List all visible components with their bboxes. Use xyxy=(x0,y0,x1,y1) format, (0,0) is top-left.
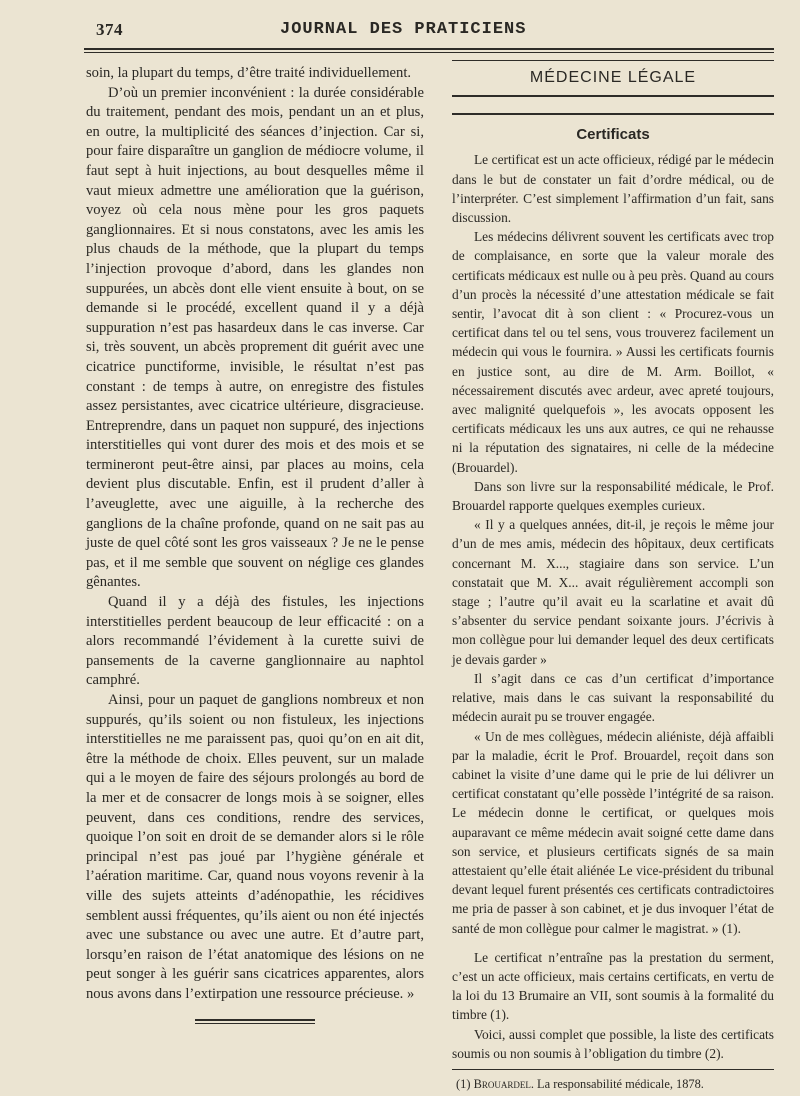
running-head: JOURNAL DES PRATICIENS xyxy=(280,20,527,39)
right-column xyxy=(452,62,774,1092)
paragraph: « Il y a quelques années, dit-il, je reçois le même jour d’un de mes amis, médecin des hôpitaux, deux certificats concernant M. X..., stagiaire dans son service. L’un constatait que M. X... avait régulièrement accompli son stage ; l’autre qu’il avait eu la scarlatine et avait dû s’absenter du service pendant soixante jours. J’écrivis à mon collègue pour lui demander lequel des deux certificats je devais garder » xyxy=(452,517,774,667)
paragraph: Ainsi, pour un paquet de ganglions nombreux et non suppurés, qu’ils soient ou non fistuleux, les injections interstitielles ne me paraissent pas, quoi qu’on en ait dit, être la méthode de choix. Elles peuvent, sur un malade qui a le moyen de faire des séjours prolongés au bord de la mer et de consacrer de longs mois à se soigner, elles peuvent, dans ces conditions, rendre des services, quoique l’on soit en droit de se demander alors si le rôle principal n’est pas joué par l’hygiène générale et l’aération maritime. Car, quand nous voyons revenir à la ville des sujets atteints d’adénopathie, les récidives semblent aussi fréquentes, qu’ils aient ou non été injectés avec une substance ou avec une autre. Et d’autre part, lorsqu’en raison de l’état anatomique des lésions on ne peut songer à les guérir sans cicatrices apparentes, alors nous avons dans l’extirpation une ressource précieuse. » xyxy=(86,692,424,1002)
section-title: MÉDECINE LÉGALE xyxy=(452,62,774,97)
footnote-marker: (1) xyxy=(456,1076,471,1091)
paragraph: Dans son livre sur la responsabilité médicale, le Prof. Brouardel rapporte quelques exemples curieux. xyxy=(452,478,774,514)
footnote xyxy=(452,1076,774,1092)
paragraph: Les médecins délivrent souvent les certificats avec trop de complaisance, en sorte que la valeur morale des certificats médicaux est nulle ou à peu près. Quand au cours d’un procès la nécessité d’une attestation médicale se fait sentir, l’avocat dit à son client : « Procurez-vous un certificat dans tel ou tel sens, vous trouverez facilement un médecin qui vous le fournira. » Aussi les certificats fournis en justice sont, au dire de M. Arm. Boillot, « nécessairement discutés avec ardeur, avec apreté toujours, avec malignité quelquefois », les avocats opposent les certificats médicaux les uns aux autres, ce qui ne rehausse ni la réputation des signataires, ni celle de la médecine (Brouardel). xyxy=(452,229,774,475)
end-of-article-rule xyxy=(195,1019,315,1024)
paragraph: Le certificat n’entraîne pas la prestation du serment, c’est un acte officieux, mais certains certificats, en vertu de la loi du 13 Brumaire an VII, sont soumis à la formalité du timbre (1). xyxy=(452,949,774,1023)
header-rule-thin xyxy=(84,52,774,53)
paragraph: D’où un premier inconvénient : la durée considérable du traitement, pendant des mois, pendant un an et plus, en outre, la multiplicité des séances d’injection. Car si, pour faire disparaître un ganglion de médiocre volume, il faut sept à huit injections, au bout desquelles même il vaut mieux admettre une amélioration que la guérison, voyez où cela nous mène pour les gros paquets ganglionnaires. Et si nous constatons, avec les amis les plus chauds de la méthode, que la plupart du temps l’injection provoque d’abord, dans les glandes non suppurées, un abcès dont elle vient ensuite à bout, on se demande si le procédé, excellent quand il y a déjà suppuration n’est pas hasardeux dans le cas inverse. Car si, très souvent, un abcès proprement dit guérit avec une cicatrice punctiforme, invisible, le résultat n’est pas constant : de temps à autre, on enregistre des fistules assez persistantes, avec cicatrice ultérieure, disgracieuse. Entreprendre, dans un paquet non suppuré, des injections interstitielles qui vont durer des mois et des mois et se termineront peut-être ainsi, par places au moins, cela devient plus discutable. Enfin, est il prudent d’aller à l’aveuglette, avec une aiguille, à la recherche des ganglions de la chaîne profonde, quand on ne sait pas au juste de quel côté sont les gros vaisseaux ? Je ne le pense pas, et il me semble que souvent on néglige ces glandes gênantes. xyxy=(86,84,424,591)
page-number: 374 xyxy=(96,20,123,39)
paragraph: soin, la plupart du temps, d’être traité individuellement. xyxy=(86,65,412,81)
paragraph: « Un de mes collègues, médecin aliéniste, déjà affaibli par la maladie, écrit le Prof. Brouardel, reçoit dans son cabinet la visite d’une dame qui le prie de lui délivrer un certificat constatant qu’elle possède l’intégrité de sa raison. Le médecin donne le certificat, or quelques mois auparavant ce même médecin avait soigné cette dame dans son service, et plusieurs certificats signés de sa main attestaient qu’elle était aliénée Le vice-président du tribunal devant lequel furent présentés ces certificats contradictoires me pria de passer à son cabinet, et je dus invoquer l’état de santé de mon collègue pour calmer le magistrat. » (1). xyxy=(452,728,774,936)
paragraph: Il s’agit dans ce cas d’un certificat d’importance relative, mais dans le cas suivant la responsabilité du médecin aurait pu se trouver engagée. xyxy=(452,670,774,725)
paragraph: Le certificat est un acte officieux, rédigé par le médecin dans le but de constater un fait d’ordre médical, ou de l’interpréter. C’est simplement l’affirmation d’un fait, sans discussion. xyxy=(452,152,774,226)
footnote-text: . La responsabilité médicale, 1878. xyxy=(530,1076,704,1091)
left-column xyxy=(86,64,424,1024)
paragraph: Voici, aussi complet que possible, la liste des certificats soumis ou non soumis à l’obligation du timbre (2). xyxy=(452,1026,774,1061)
paragraph: Quand il y a déjà des fistules, les injections interstitielles perdent beaucoup de leur efficacité : on a alors recommandé l’évidement à la curette suivi de pansements de la caverne ganglionnaire au naphtol camphré. xyxy=(86,594,424,689)
footnote-author: Brouardel xyxy=(473,1076,531,1091)
article-title: Certificats xyxy=(452,111,774,144)
header-rule xyxy=(84,48,774,50)
footnote-rule xyxy=(452,1069,774,1070)
